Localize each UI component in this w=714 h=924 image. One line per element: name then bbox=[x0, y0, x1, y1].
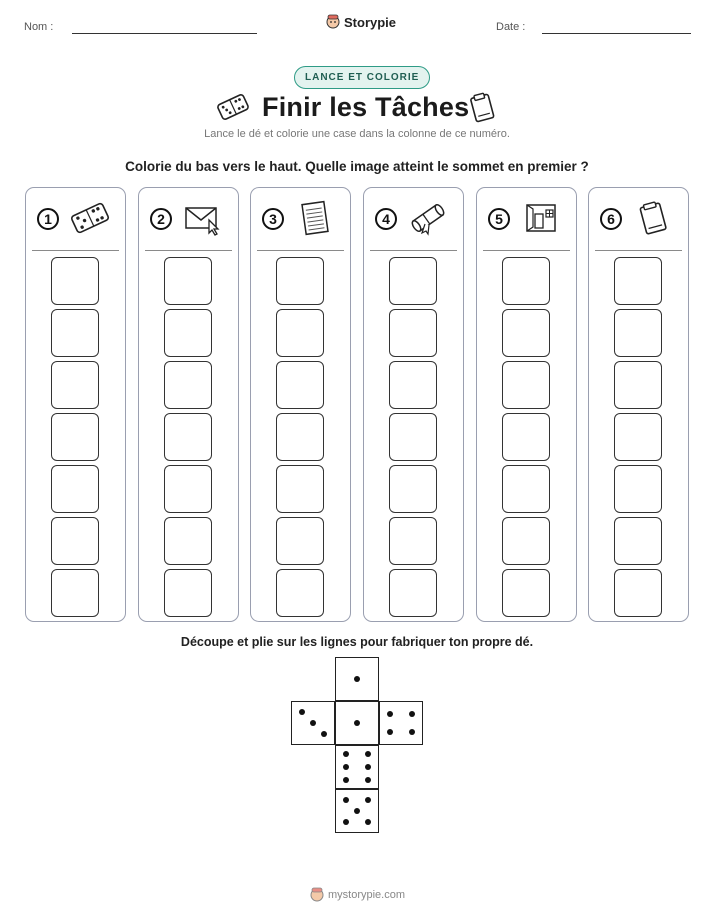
column-number: 4 bbox=[375, 208, 397, 230]
die-pip bbox=[365, 819, 371, 825]
color-box[interactable] bbox=[276, 361, 324, 409]
column-divider bbox=[257, 250, 344, 251]
clipboard-icon bbox=[466, 91, 498, 123]
color-box[interactable] bbox=[614, 361, 662, 409]
footer-url[interactable]: mystorypie.com bbox=[328, 889, 406, 901]
column-number: 5 bbox=[488, 208, 510, 230]
color-box[interactable] bbox=[164, 569, 212, 617]
die-pip bbox=[387, 729, 393, 735]
color-box[interactable] bbox=[502, 361, 550, 409]
die-pip bbox=[343, 797, 349, 803]
die-pip bbox=[387, 711, 393, 717]
die-instruction: Découpe et plie sur les lignes pour fabriquer ton propre dé. bbox=[180, 635, 534, 649]
color-box[interactable] bbox=[51, 257, 99, 305]
die-pip bbox=[343, 751, 349, 757]
die-pip bbox=[354, 720, 360, 726]
die-pip bbox=[354, 808, 360, 814]
color-box[interactable] bbox=[164, 361, 212, 409]
color-box[interactable] bbox=[502, 517, 550, 565]
column-number: 6 bbox=[600, 208, 622, 230]
die-face-1 bbox=[335, 701, 379, 745]
die-face-6 bbox=[335, 745, 379, 789]
color-box[interactable] bbox=[502, 257, 550, 305]
footer bbox=[310, 887, 405, 903]
die-pip bbox=[365, 777, 371, 783]
color-box[interactable] bbox=[389, 413, 437, 461]
storypie-mascot-icon bbox=[310, 887, 324, 903]
color-box[interactable] bbox=[51, 569, 99, 617]
color-box[interactable] bbox=[164, 517, 212, 565]
column-divider bbox=[32, 250, 119, 251]
die-pip bbox=[343, 764, 349, 770]
color-box[interactable] bbox=[276, 257, 324, 305]
color-box[interactable] bbox=[51, 465, 99, 513]
die-pip bbox=[310, 720, 316, 726]
color-box[interactable] bbox=[51, 413, 99, 461]
color-box[interactable] bbox=[164, 413, 212, 461]
color-box[interactable] bbox=[502, 309, 550, 357]
color-box[interactable] bbox=[502, 413, 550, 461]
die-face-1 bbox=[335, 657, 379, 701]
clipboard-icon bbox=[633, 200, 673, 236]
name-line[interactable] bbox=[72, 33, 257, 34]
name-label: Nom : bbox=[24, 21, 54, 33]
color-box[interactable] bbox=[51, 517, 99, 565]
color-box[interactable] bbox=[51, 361, 99, 409]
color-box[interactable] bbox=[389, 309, 437, 357]
coloring-instruction: Colorie du bas vers le haut. Quelle image atteint le sommet en premier ? bbox=[125, 159, 589, 174]
column-divider bbox=[595, 250, 682, 251]
color-box[interactable] bbox=[614, 465, 662, 513]
die-pip bbox=[409, 729, 415, 735]
color-box[interactable] bbox=[614, 569, 662, 617]
room-door-window-icon bbox=[521, 200, 561, 236]
domino-icon bbox=[216, 93, 250, 121]
color-box[interactable] bbox=[164, 465, 212, 513]
date-line[interactable] bbox=[542, 33, 691, 34]
die-pip bbox=[343, 777, 349, 783]
column-4 bbox=[363, 187, 464, 622]
color-box[interactable] bbox=[164, 309, 212, 357]
color-box[interactable] bbox=[276, 569, 324, 617]
storypie-mascot-icon bbox=[326, 14, 340, 30]
column-number: 2 bbox=[150, 208, 172, 230]
column-divider bbox=[145, 250, 232, 251]
color-box[interactable] bbox=[276, 517, 324, 565]
column-3 bbox=[250, 187, 351, 622]
color-box[interactable] bbox=[276, 413, 324, 461]
column-number: 3 bbox=[262, 208, 284, 230]
die-face-3 bbox=[291, 701, 335, 745]
die-pip bbox=[409, 711, 415, 717]
color-box[interactable] bbox=[389, 465, 437, 513]
column-divider bbox=[483, 250, 570, 251]
color-box[interactable] bbox=[389, 257, 437, 305]
die-pip bbox=[299, 709, 305, 715]
color-box[interactable] bbox=[614, 257, 662, 305]
color-box[interactable] bbox=[389, 569, 437, 617]
column-5 bbox=[476, 187, 577, 622]
column-2 bbox=[138, 187, 239, 622]
brand-logo bbox=[326, 14, 396, 30]
column-divider bbox=[370, 250, 457, 251]
brand-name: Storypie bbox=[344, 14, 397, 30]
notepad-icon bbox=[295, 200, 335, 236]
color-box[interactable] bbox=[389, 361, 437, 409]
color-box[interactable] bbox=[614, 413, 662, 461]
die-face-5 bbox=[335, 789, 379, 833]
page-title: Finir les Tâches bbox=[262, 92, 470, 122]
subtitle: Lance le dé et colorie une case dans la colonne de ce numéro. bbox=[204, 128, 510, 140]
color-box[interactable] bbox=[51, 309, 99, 357]
die-pip bbox=[321, 731, 327, 737]
activity-badge: LANCE ET COLORIE bbox=[294, 66, 430, 89]
column-number: 1 bbox=[37, 208, 59, 230]
die-pip bbox=[354, 676, 360, 682]
color-box[interactable] bbox=[164, 257, 212, 305]
color-box[interactable] bbox=[502, 569, 550, 617]
column-1 bbox=[25, 187, 126, 622]
column-6 bbox=[588, 187, 689, 622]
date-label: Date : bbox=[496, 21, 526, 33]
die-pip bbox=[343, 819, 349, 825]
die-pip bbox=[365, 797, 371, 803]
domino-icon bbox=[70, 200, 110, 236]
color-box[interactable] bbox=[614, 309, 662, 357]
color-box[interactable] bbox=[276, 465, 324, 513]
color-box[interactable] bbox=[502, 465, 550, 513]
color-box[interactable] bbox=[389, 517, 437, 565]
die-face-4 bbox=[379, 701, 423, 745]
color-box[interactable] bbox=[276, 309, 324, 357]
die-pip bbox=[365, 751, 371, 757]
color-box[interactable] bbox=[614, 517, 662, 565]
envelope-cursor-icon bbox=[183, 200, 223, 236]
scroll-icon bbox=[408, 200, 448, 236]
die-pip bbox=[365, 764, 371, 770]
